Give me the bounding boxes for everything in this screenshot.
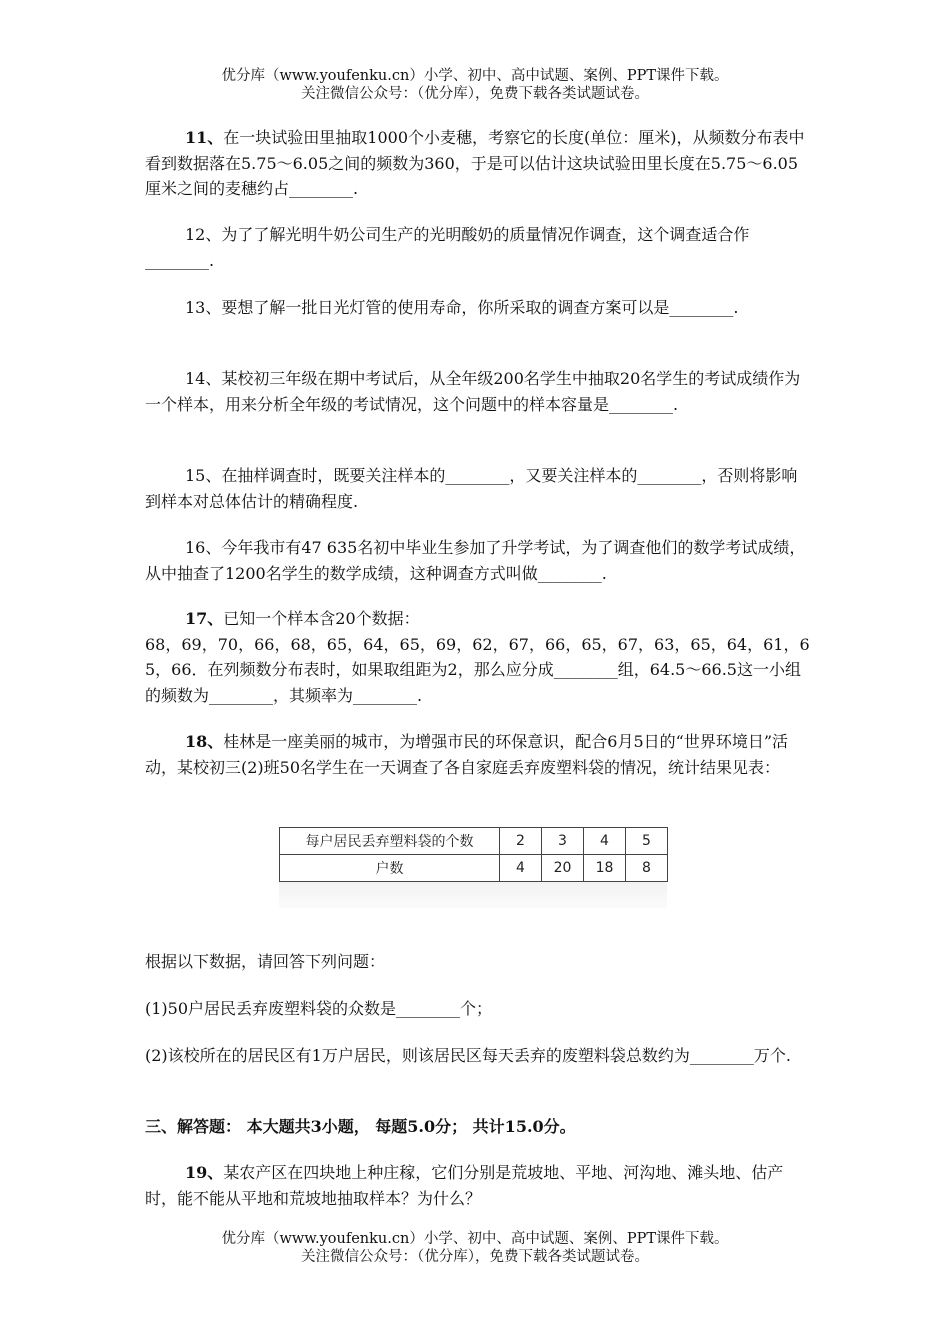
question-18-sub-1-text: (1)50户居民丢弃废塑料袋的众数是________个； [145, 999, 493, 1018]
question-17-data: 68，69，70，66，68，65，64，65，69，62，67，66，65，67，63，65，64，61，65，66．在列频数分布表时，如果取组距为2，那么应分成________组，64.5～66.5这一小组的频数为________，其频率为________. [145, 634, 810, 705]
footer-line-2: 关注微信公众号：（优分库），免费下载各类试题试卷。 [301, 1249, 649, 1265]
question-17-number: 17、 [185, 609, 224, 628]
table-header-households: 户数 [280, 855, 500, 882]
question-19 [145, 1160, 813, 1211]
question-14 [145, 366, 813, 417]
question-18-text: 桂林是一座美丽的城市，为增强市民的环保意识，配合6月5日的“世界环境日”活动，某校初三(2)班50名学生在一天调查了各自家庭丢弃废塑料袋的情况，统计结果见表： [145, 732, 789, 777]
question-13 [145, 295, 813, 321]
question-18-sub-2 [145, 1043, 813, 1069]
table-cell: 2 [500, 828, 542, 855]
page-header [0, 67, 950, 103]
plastic-bag-table [279, 827, 668, 882]
table-cell: 5 [626, 828, 668, 855]
table-cell: 3 [542, 828, 584, 855]
table-row [280, 828, 668, 855]
footer-line-1: 优分库（www.youfenku.cn）小学、初中、高中试题、案例、PPT课件下载。 [221, 1231, 729, 1247]
question-19-number: 19、 [185, 1163, 224, 1182]
page-footer [0, 1230, 950, 1266]
header-line-2: 关注微信公众号：（优分库），免费下载各类试题试卷。 [301, 86, 649, 102]
question-19-text: 某农产区在四块地上种庄稼，它们分别是荒坡地、平地、河沟地、滩头地、估产时，能不能从平地和荒坡地抽取样本？为什么？ [145, 1163, 784, 1208]
table-cell: 18 [584, 855, 626, 882]
question-11 [145, 125, 813, 202]
question-18-number: 18、 [185, 732, 224, 751]
question-17 [145, 606, 813, 708]
question-16 [145, 535, 813, 586]
table-cell: 4 [584, 828, 626, 855]
question-12 [145, 222, 813, 273]
header-line-1: 优分库（www.youfenku.cn）小学、初中、高中试题、案例、PPT课件下载。 [221, 68, 729, 84]
table-cell: 8 [626, 855, 668, 882]
question-18 [145, 729, 813, 780]
table-header-bags-per-household: 每户居民丢弃塑料袋的个数 [280, 828, 500, 855]
question-13-text: 13、要想了解一批日光灯管的使用寿命，你所采取的调查方案可以是________. [185, 298, 739, 317]
question-15-text: 15、在抽样调查时，既要关注样本的________，又要关注样本的________，否则将影响到样本对总体估计的精确程度. [145, 466, 798, 511]
section-3-title: 三、解答题： 本大题共3小题， 每题5.0分； 共计15.0分。 [145, 1117, 576, 1136]
question-18-sub-2-text: (2)该校所在的居民区有1万户居民，则该居民区每天丢弃的废塑料袋总数约为________万个. [145, 1046, 791, 1065]
question-18-prompt [145, 949, 813, 975]
table-shadow [279, 882, 667, 908]
question-18-sub-1 [145, 996, 813, 1022]
question-12-text: 12、为了了解光明牛奶公司生产的光明酸奶的质量情况作调查，这个调查适合作________. [145, 225, 750, 270]
table-row [280, 855, 668, 882]
table-cell: 20 [542, 855, 584, 882]
question-11-text: 在一块试验田里抽取1000个小麦穗，考察它的长度(单位：厘米)，从频数分布表中看到数据落在5.75～6.05之间的频数为360，于是可以估计这块试验田里长度在5.75～6.05厘米之间的麦穗约占________. [145, 128, 805, 198]
question-11-number: 11、 [185, 128, 224, 147]
table-cell: 4 [500, 855, 542, 882]
question-17-text: 已知一个样本含20个数据： [223, 609, 420, 628]
question-15 [145, 463, 813, 514]
question-16-text: 16、今年我市有47 635名初中毕业生参加了升学考试，为了调查他们的数学考试成绩，从中抽查了1200名学生的数学成绩，这种调查方式叫做________. [145, 538, 806, 583]
question-14-text: 14、某校初三年级在期中考试后，从全年级200名学生中抽取20名学生的考试成绩作为一个样本，用来分析全年级的考试情况，这个问题中的样本容量是________. [145, 369, 801, 414]
question-18-prompt-text: 根据以下数据，请回答下列问题： [145, 952, 386, 971]
